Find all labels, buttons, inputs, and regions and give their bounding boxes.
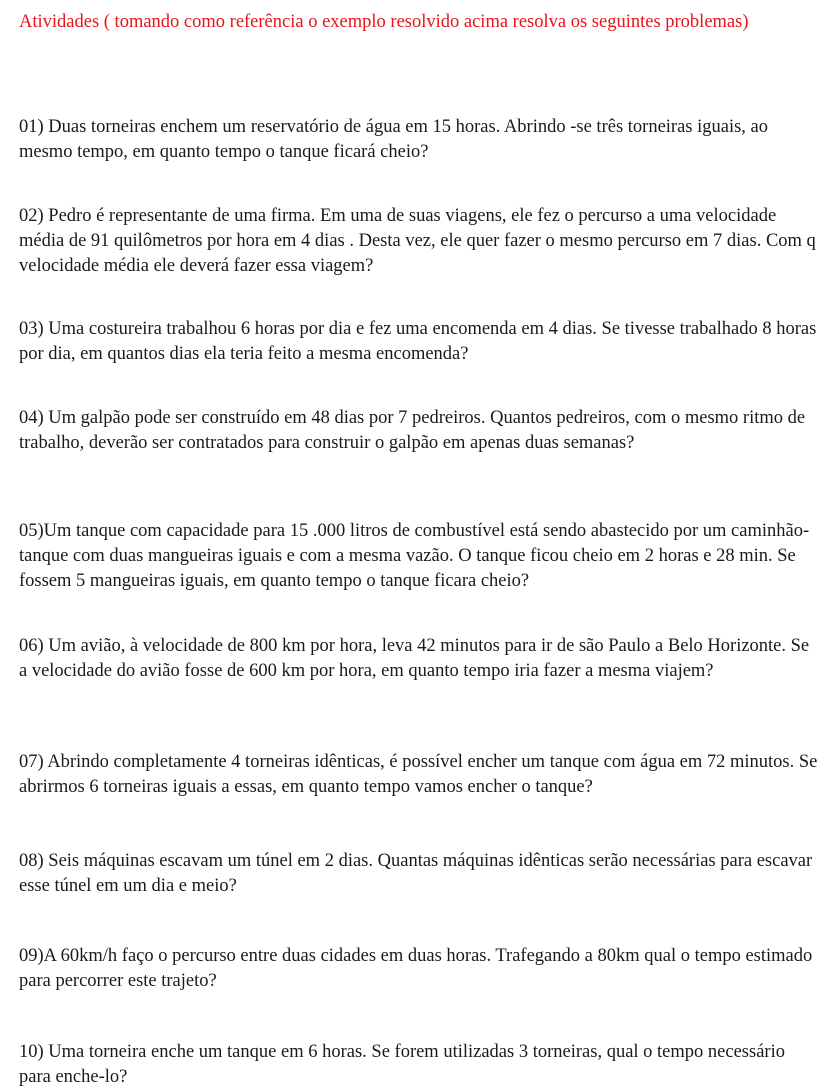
document-page — [19, 10, 819, 1087]
activities-heading: Atividades ( tomando como referência o exemplo resolvido acima resolva os seguintes problemas) — [19, 12, 749, 32]
problem-06: 06) Um avião, à velocidade de 800 km por hora, leva 42 minutos para ir de são Paulo a Belo Horizonte. Se a velocidade do avião fosse de 600 km por hora, em quanto tempo iria fazer a mesma viajem? — [19, 636, 810, 681]
problem-01: 01) Duas torneiras enchem um reservatório de água em 15 horas. Abrindo -se três torneiras iguais, ao mesmo tempo, em quanto tempo o tanque ficará cheio? — [19, 117, 769, 162]
problem-09: 09)A 60km/h faço o percurso entre duas cidades em duas horas. Trafegando a 80km qual o tempo estimado para percorrer este trajeto? — [19, 946, 813, 991]
problem-02: 02) Pedro é representante de uma firma. Em uma de suas viagens, ele fez o percurso a uma velocidade média de 91 quilômetros por hora em 4 dias . Desta vez, ele quer fazer o mesmo percurso em 7 dias. Com q velocidade média ele deverá fazer essa viagem? — [19, 206, 816, 276]
problem-08: 08) Seis máquinas escavam um túnel em 2 dias. Quantas máquinas idênticas serão necessárias para escavar esse túnel em um dia e meio? — [19, 851, 813, 896]
problem-07: 07) Abrindo completamente 4 torneiras idênticas, é possível encher um tanque com água em 72 minutos. Se abrirmos 6 torneiras iguais a essas, em quanto tempo vamos encher o tanque? — [19, 752, 818, 797]
problem-04: 04) Um galpão pode ser construído em 48 dias por 7 pedreiros. Quantos pedreiros, com o mesmo ritmo de trabalho, deverão ser contratados para construir o galpão em apenas duas semanas? — [19, 408, 806, 453]
problem-05: 05)Um tanque com capacidade para 15 .000 litros de combustível está sendo abastecido por um caminhão-tanque com duas mangueiras iguais e com a mesma vazão. O tanque ficou cheio em 2 horas e 28 min. Se fossem 5 mangueiras iguais, em quanto tempo o tanque ficara cheio? — [19, 521, 810, 591]
problem-03: 03) Uma costureira trabalhou 6 horas por dia e fez uma encomenda em 4 dias. Se tivesse trabalhado 8 horas por dia, em quantos dias ela teria feito a mesma encomenda? — [19, 319, 817, 364]
problem-10: 10) Uma torneira enche um tanque em 6 horas. Se forem utilizadas 3 torneiras, qual o tempo necessário para enche-lo? — [19, 1042, 785, 1087]
